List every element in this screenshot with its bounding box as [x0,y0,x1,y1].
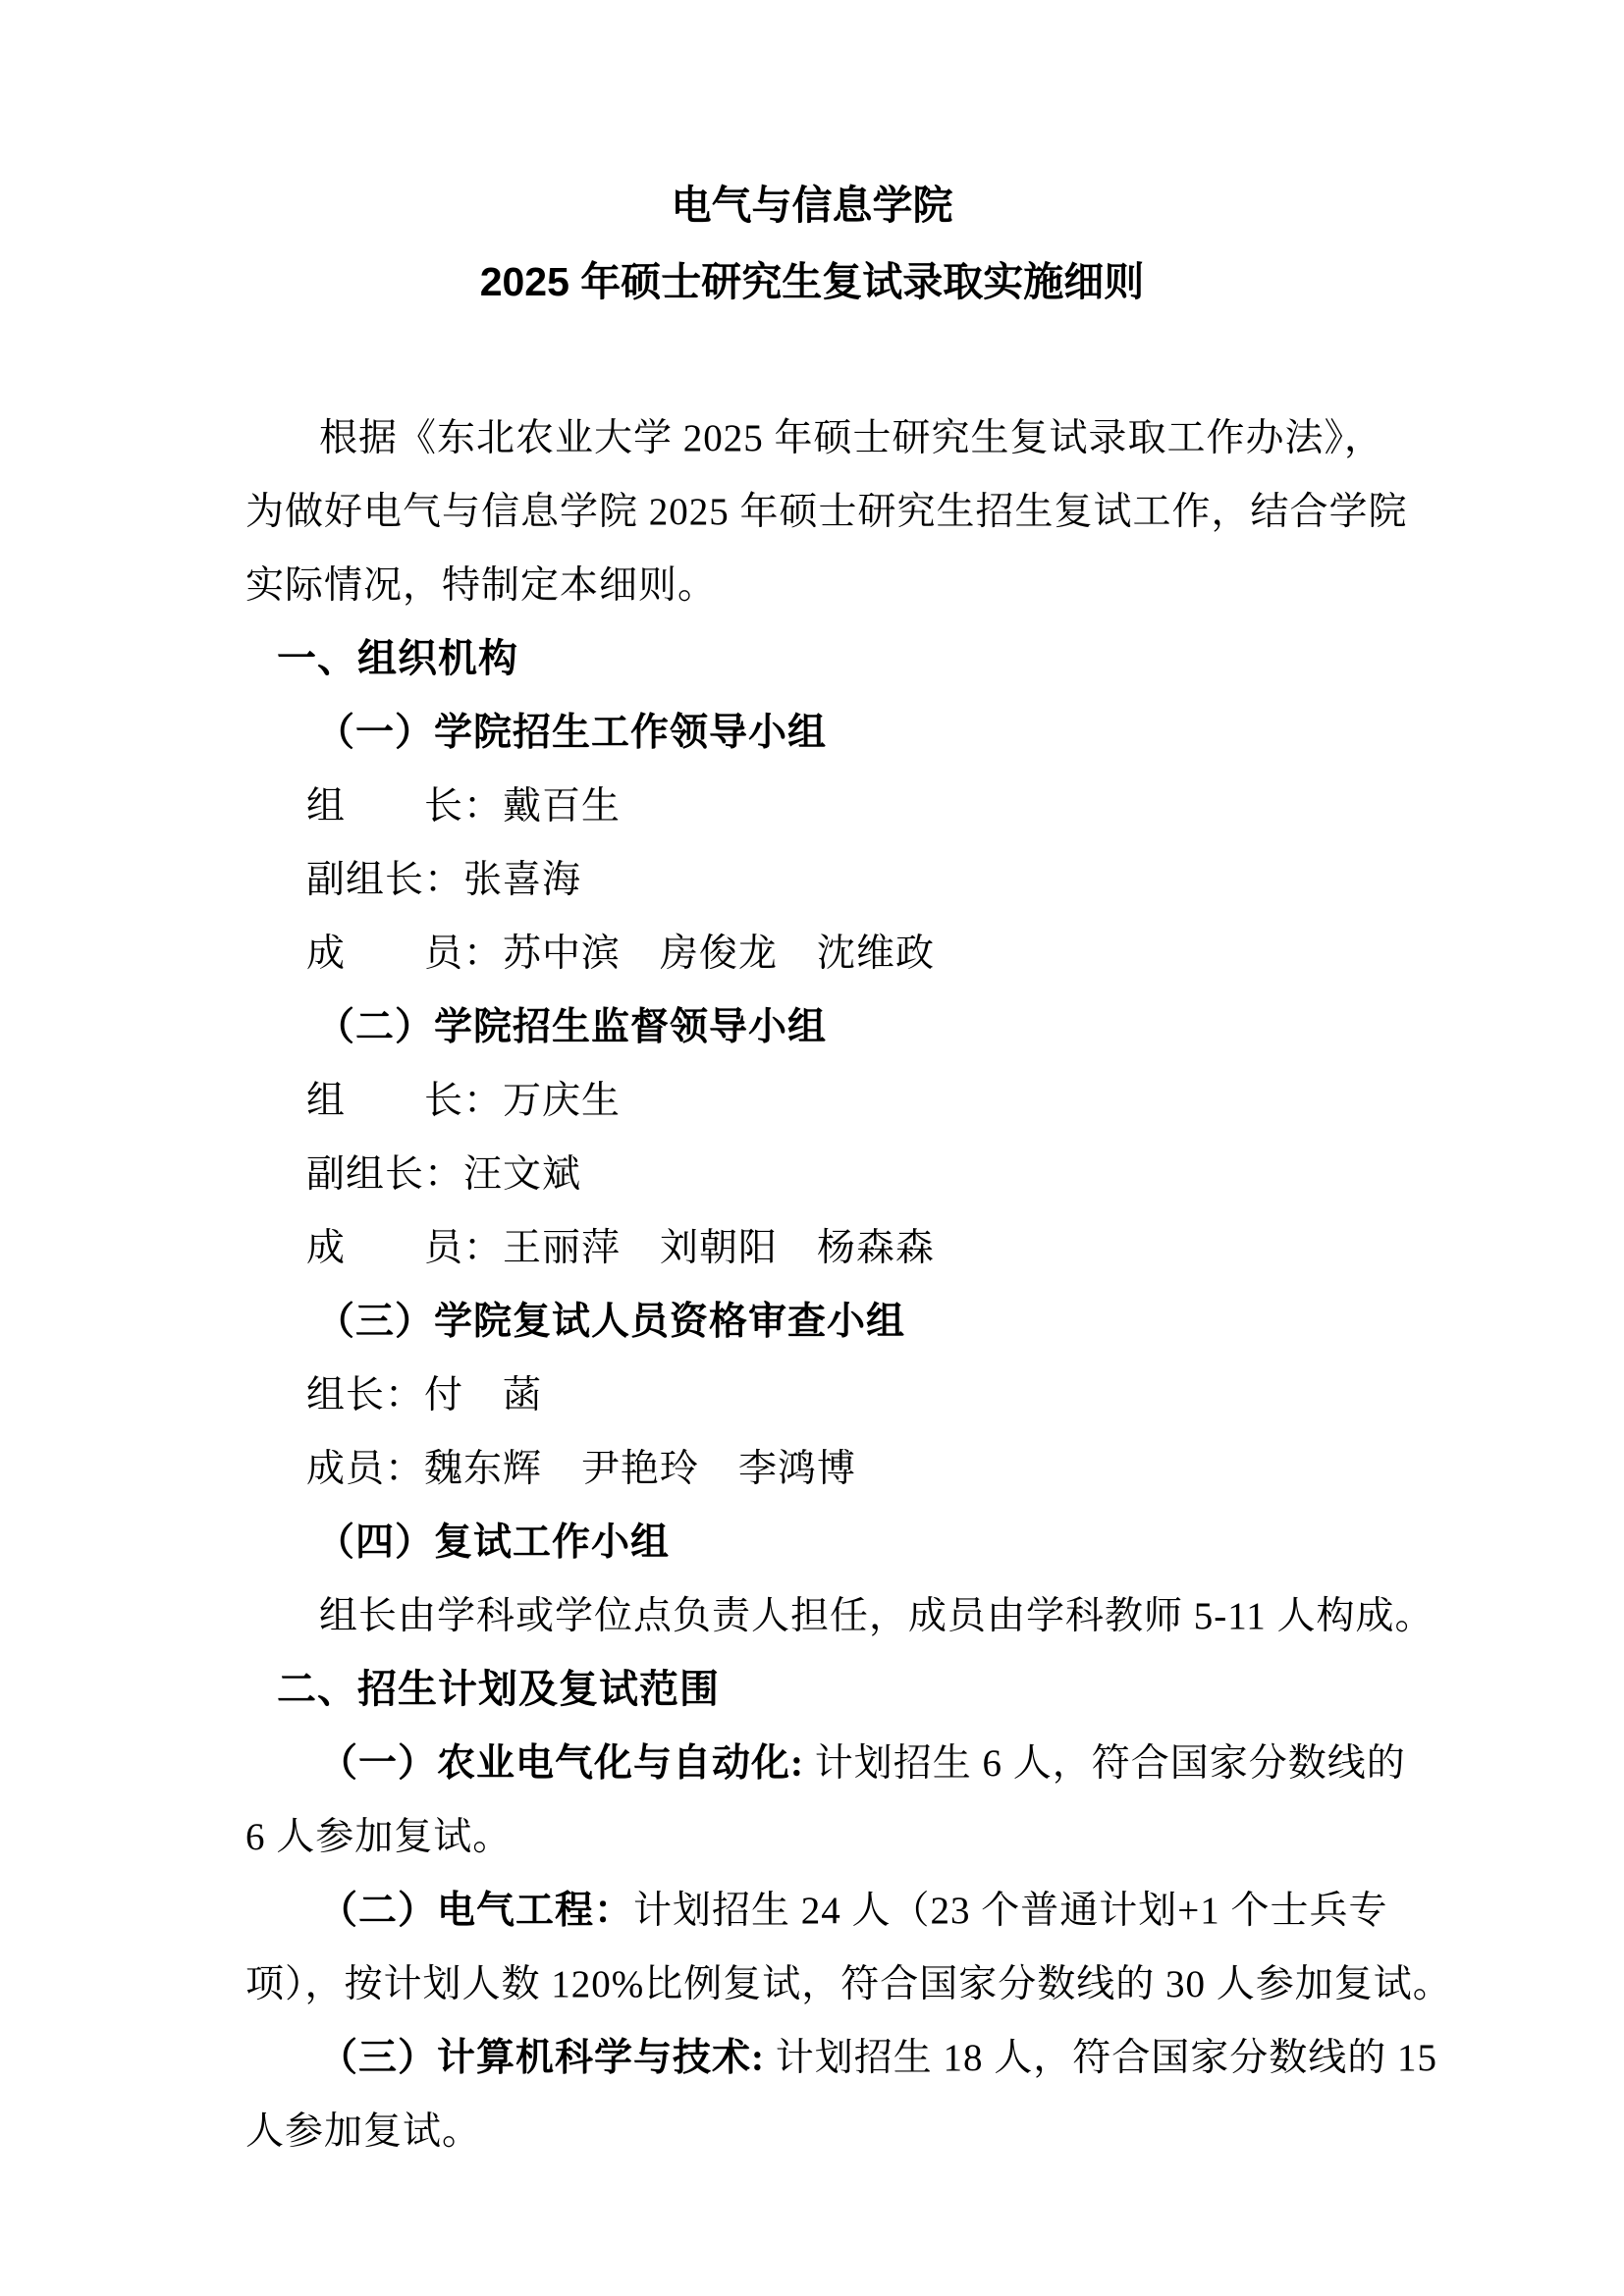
section1-group1-deputy: 副组长：张喜海 [306,859,582,901]
section1-group4-subheading: （四）复试工作小组 [316,1522,671,1564]
section2-item1-line-2: 6 人参加复试。 [245,1816,513,1858]
section1-group1-subheading: （一）学院招生工作领导小组 [316,712,828,754]
section2-item2-label: （二）电气工程： [319,1890,634,1932]
section2-heading: 二、招生计划及复试范围 [277,1668,720,1711]
section1-group2-deputy: 副组长：汪文斌 [306,1153,582,1196]
section1-group4-note: 组长由学科或学位点负责人担任，成员由学科教师 5-11 人构成。 [319,1595,1435,1637]
section2-item3-text: 计划招生 18 人，符合国家分数线的 15 [765,2037,1438,2079]
section2-item1-label: （一）农业电气化与自动化: [319,1742,804,1785]
section1-group3-subheading: （三）学院复试人员资格审查小组 [316,1301,906,1343]
intro-paragraph-line-1: 根据《东北农业大学 2025 年硕士研究生复试录取工作办法》， [319,417,1384,459]
section2-item2-text: 计划招生 24 人（23 个普通计划+1 个士兵专 [633,1890,1388,1932]
section1-group3-leader: 组长：付 菡 [306,1374,543,1416]
intro-paragraph-line-3: 实际情况，特制定本细则。 [245,564,718,607]
section2-item1-text: 计划招生 6 人，符合国家分数线的 [804,1742,1406,1785]
intro-paragraph-line-2: 为做好电气与信息学院 2025 年硕士研究生招生复试工作，结合学院 [245,491,1408,533]
doc-title-line-2: 2025 年硕士研究生复试录取实施细则 [479,259,1145,304]
section1-group1-leader: 组 长：戴百生 [306,785,622,828]
document-body [0,401,1624,2168]
document-title-block [0,0,1624,320]
doc-title-line-1: 电气与信息学院 [671,183,953,228]
section2-item3-label: （三）计算机科学与技术: [319,2037,765,2079]
section1-heading: 一、组织机构 [277,637,518,680]
section1-group3-members: 成员：魏东辉 尹艳玲 李鸿博 [306,1448,857,1490]
section1-group1-members: 成 员：苏中滨 房俊龙 沈维政 [306,933,936,975]
section2-item1-line-1 [245,1727,1565,1800]
section2-item2-line-1 [245,1874,1565,1948]
section1-group2-leader: 组 长：万庆生 [306,1080,622,1122]
section1-group2-members: 成 员：王丽萍 刘朝阳 杨森森 [306,1227,936,1269]
section2-item3-line-2: 人参加复试。 [245,2110,482,2153]
section1-group2-subheading: （二）学院招生监督领导小组 [316,1006,828,1048]
section2-item2-line-2: 项），按计划人数 120%比例复试，符合国家分数线的 30 人参加复试。 [245,1963,1452,2005]
section2-item3-line-1 [245,2021,1565,2095]
